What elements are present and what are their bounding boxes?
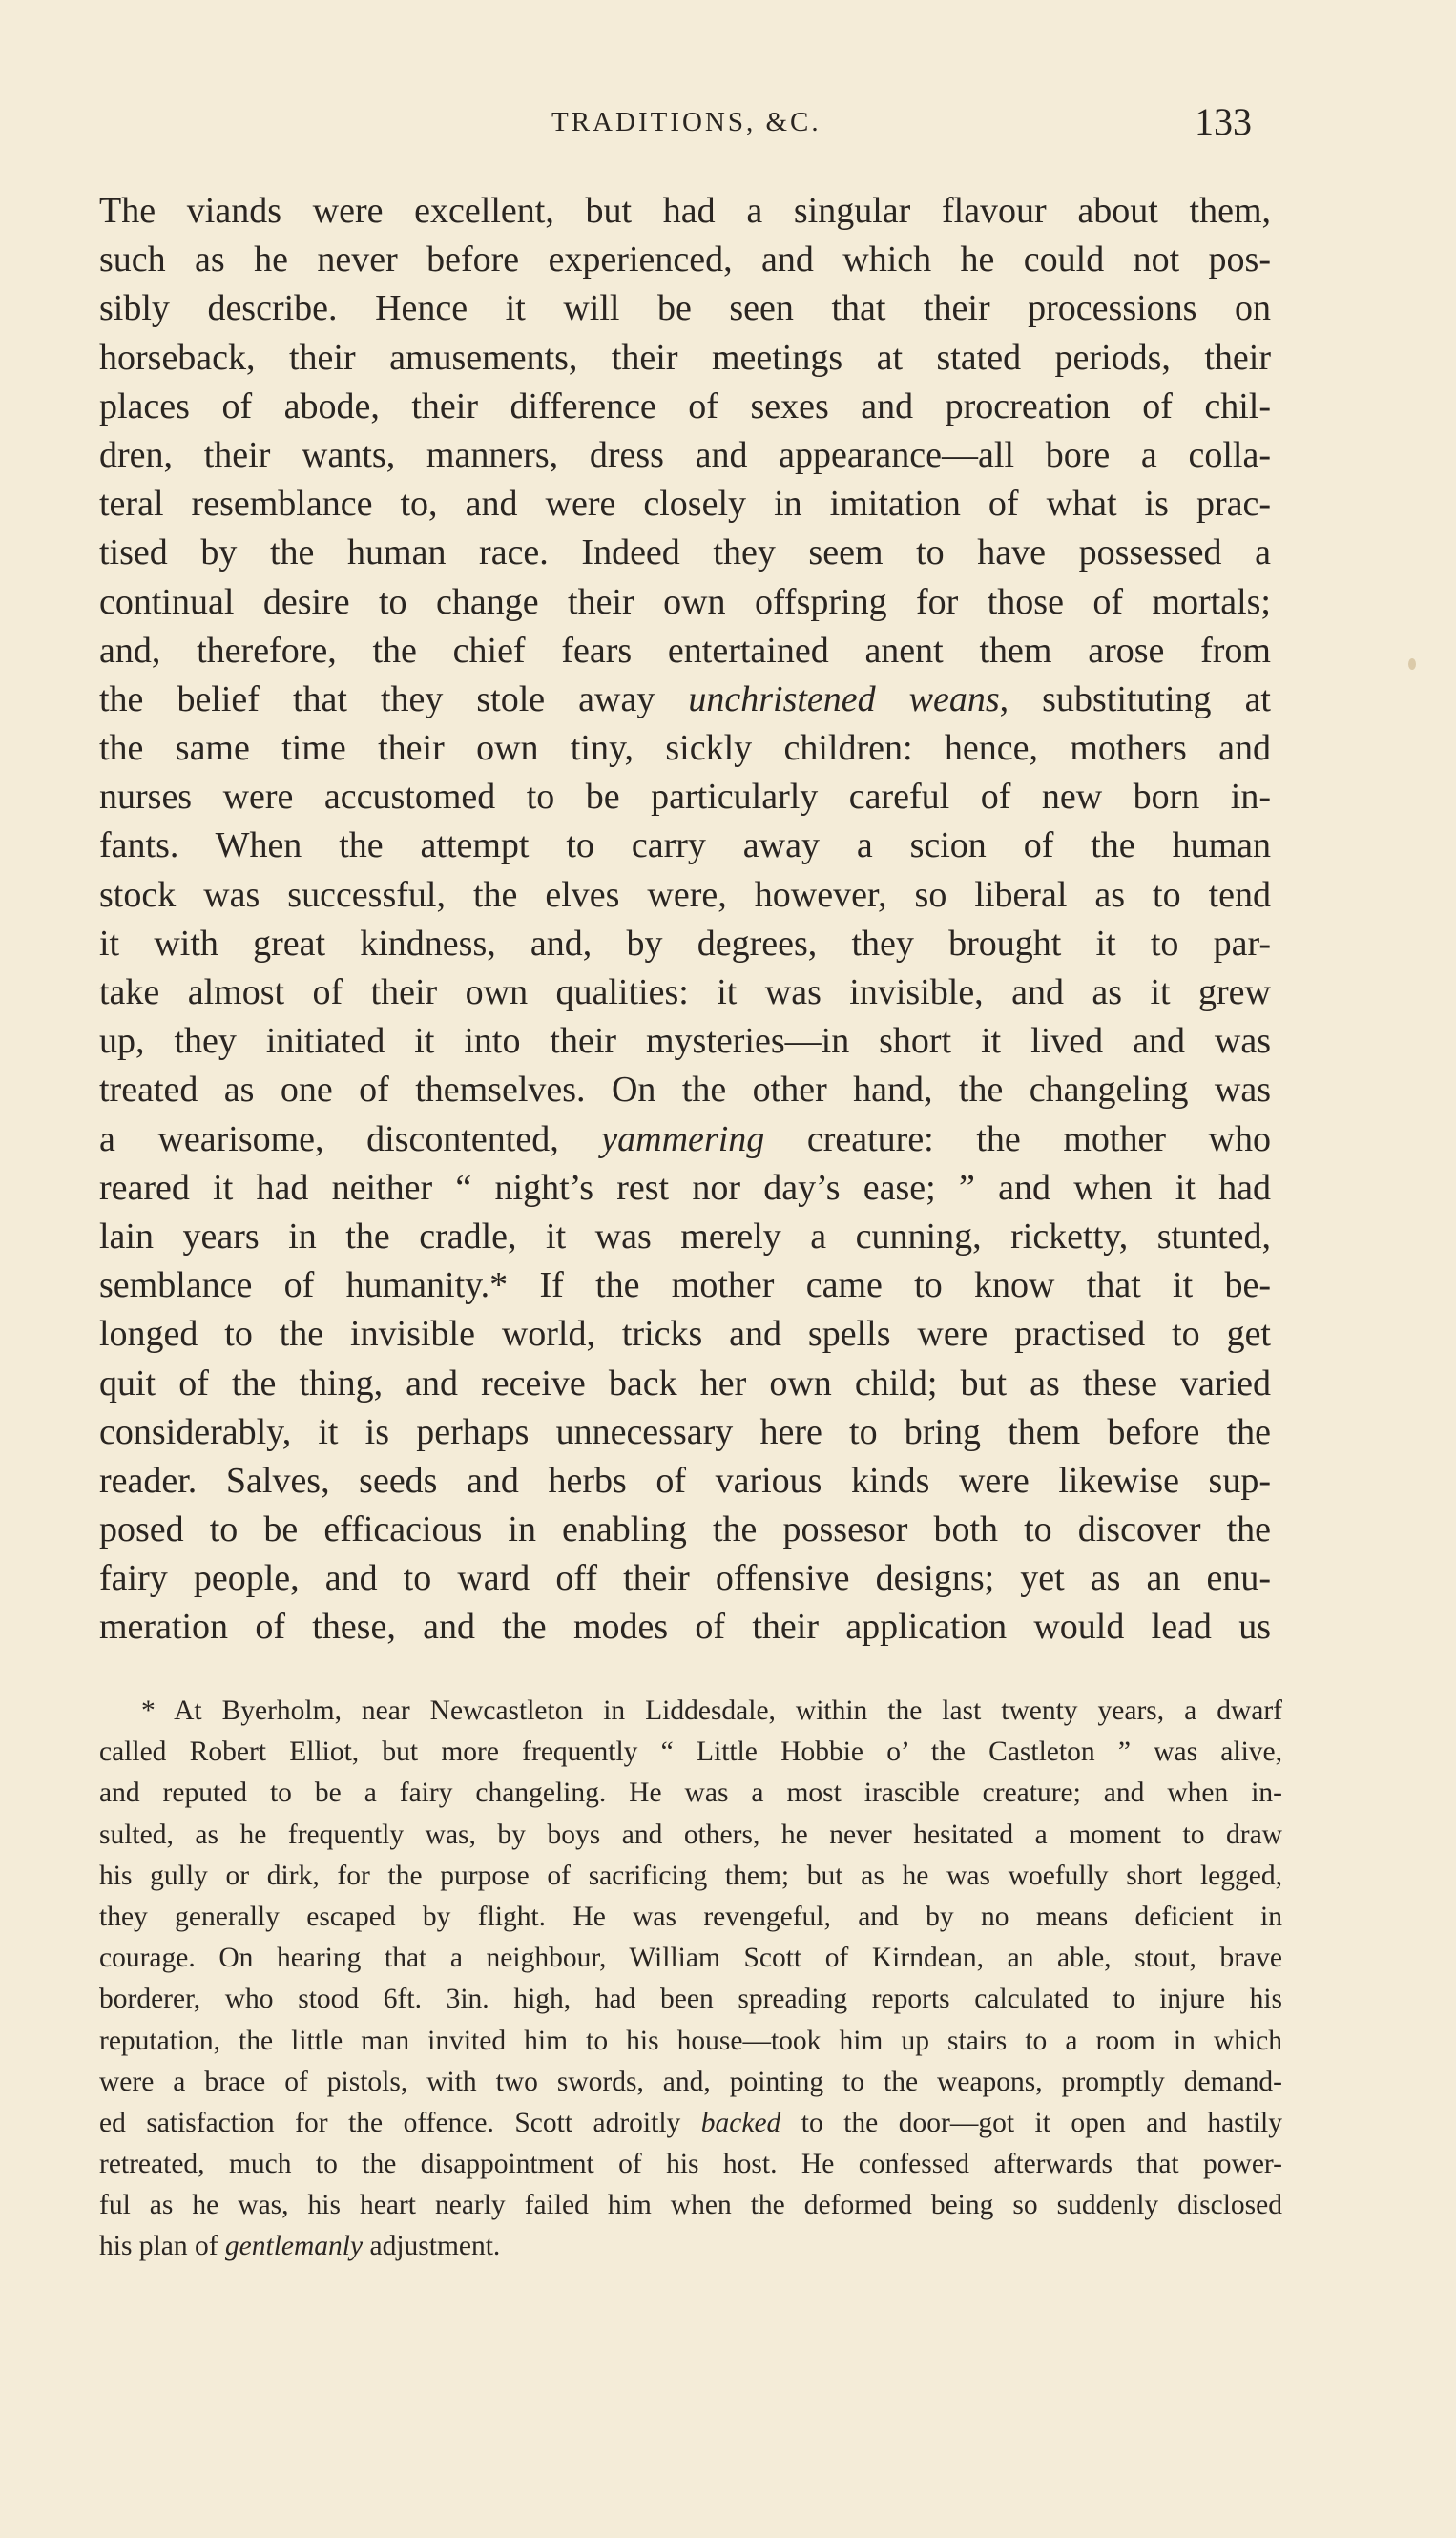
- line-text: sibly describe. Hence it will be seen that their processions on: [99, 288, 1271, 329]
- body-line: [99, 1017, 1271, 1066]
- line-text: teral resemblance to, and were closely in imitation of what is prac-: [99, 484, 1271, 525]
- body-line: [99, 1164, 1271, 1213]
- running-head: TRADITIONS, &C.: [551, 107, 822, 137]
- body-line: [99, 822, 1271, 870]
- line-text: fants. When the attempt to carry away a scion of the human: [99, 825, 1271, 866]
- line-text: dren, their wants, manners, dress and appearance—all bore a colla-: [99, 434, 1271, 475]
- line-text: were a brace of pistols, with two swords, and, pointing to the weapons, promptly demand-: [99, 2066, 1282, 2097]
- line-text: lain years in the cradle, it was merely a cunning, ricketty, stunted,: [99, 1216, 1271, 1257]
- line-text: treated as one of themselves. On the other hand, the changeling was: [99, 1070, 1271, 1111]
- body-line: [99, 627, 1271, 676]
- footnote-line: [99, 1897, 1282, 1938]
- footnote-line: [99, 2226, 1282, 2267]
- footnote: [99, 1691, 1282, 2268]
- line-text: reputation, the little man invited him to his house—took him up stairs to a room in which: [99, 2025, 1282, 2056]
- line-text: semblance of humanity.* If the mother came to know that it be-: [99, 1265, 1271, 1306]
- line-text: fairy people, and to ward off their offensive designs; yet as an enu-: [99, 1558, 1271, 1599]
- body-line: [99, 1115, 1271, 1164]
- line-text: horseback, their amusements, their meetings at stated periods, their: [99, 337, 1271, 378]
- footnote-line: [99, 1815, 1282, 1856]
- body-line: [99, 284, 1271, 333]
- line-text: sulted, as he frequently was, by boys and others, he never hesitated a moment to draw: [99, 1819, 1282, 1850]
- line-text: borderer, who stood 6ft. 3in. high, had been spreading reports calculated to injure his: [99, 1984, 1282, 2015]
- italic-text: gentlemanly: [224, 2231, 364, 2262]
- line-text: ed satisfaction for the offence. Scott adroitly: [99, 2107, 701, 2138]
- line-text: stock was successful, the elves were, however, so liberal as to tend: [99, 874, 1271, 915]
- line-text: courage. On hearing that a neighbour, William Scott of Kirndean, an able, stout, brave: [99, 1943, 1282, 1974]
- body-line: [99, 724, 1271, 773]
- line-text: , substituting at: [999, 678, 1271, 719]
- body-line: [99, 1554, 1271, 1603]
- page-number: 133: [1195, 100, 1252, 143]
- body-line: [99, 383, 1271, 431]
- footnote-line: [99, 1691, 1282, 1732]
- line-text: it with great kindness, and, by degrees, they brought it to par-: [99, 923, 1271, 964]
- line-text: the belief that they stole away: [99, 678, 689, 719]
- body-line: [99, 1360, 1271, 1408]
- line-text: posed to be efficacious in enabling the possesor both to discover the: [99, 1509, 1271, 1550]
- line-text: called Robert Elliot, but more frequently “ Little Hobbie o’ the Castleton ” was alive,: [99, 1737, 1282, 1768]
- italic-text: yammering: [601, 1118, 765, 1159]
- main-text: [99, 187, 1271, 1653]
- line-text: up, they initiated it into their mysteries—in short it lived and was: [99, 1021, 1271, 1062]
- body-line: [99, 1506, 1271, 1554]
- line-text: * At Byerholm, near Newcastleton in Liddesdale, within the last twenty years, a dwarf: [141, 1695, 1282, 1726]
- body-line: [99, 1066, 1271, 1114]
- line-text: nurses were accustomed to be particularly careful of new born in-: [99, 777, 1271, 818]
- footnote-line: [99, 1773, 1282, 1814]
- body-line: [99, 1213, 1271, 1261]
- line-text: The viands were excellent, but had a singular flavour about them,: [99, 191, 1271, 231]
- body-line: [99, 187, 1271, 236]
- footnote-line: [99, 2103, 1282, 2144]
- body-line: [99, 529, 1271, 577]
- body-line: [99, 1310, 1271, 1359]
- paper-stain: [1408, 658, 1416, 670]
- line-text: ful as he was, his heart nearly failed him when the deformed being so suddenly disclosed: [99, 2190, 1282, 2221]
- line-text: longed to the invisible world, tricks and spells were practised to get: [99, 1314, 1271, 1355]
- line-text: his gully or dirk, for the purpose of sacrificing them; but as he was woefully short legged,: [99, 1860, 1282, 1891]
- footnote-line: [99, 1979, 1282, 2020]
- footnote-line: [99, 2185, 1282, 2226]
- line-text: quit of the thing, and receive back her own child; but as these varied: [99, 1363, 1271, 1404]
- footnote-line: [99, 1732, 1282, 1773]
- body-line: [99, 871, 1271, 920]
- line-text: and reputed to be a fairy changeling. He was a most irascible creature; and when in-: [99, 1778, 1282, 1809]
- line-text: reared it had neither “ night’s rest nor day’s ease; ” and when it had: [99, 1167, 1271, 1208]
- line-text: and, therefore, the chief fears entertained anent them arose from: [99, 630, 1271, 671]
- line-text: meration of these, and the modes of their application would lead us: [99, 1607, 1271, 1648]
- body-line: [99, 578, 1271, 627]
- body-line: [99, 1408, 1271, 1457]
- italic-text: backed: [700, 2107, 781, 2138]
- line-text: the same time their own tiny, sickly children: hence, mothers and: [99, 728, 1271, 769]
- body-line: [99, 676, 1271, 724]
- line-text: creature: the mother who: [764, 1118, 1272, 1159]
- body-line: [99, 1603, 1271, 1652]
- line-text: such as he never before experienced, and which he could not pos-: [99, 239, 1271, 281]
- line-text: his plan of: [99, 2231, 225, 2262]
- footnote-line: [99, 2144, 1282, 2185]
- italic-text: unchristened weans: [688, 678, 1000, 719]
- footnote-line: [99, 2062, 1282, 2103]
- line-text: adjustment.: [363, 2231, 501, 2262]
- body-line: [99, 334, 1271, 383]
- body-line: [99, 920, 1271, 968]
- line-text: a wearisome, discontented,: [99, 1118, 602, 1159]
- body-line: [99, 431, 1271, 480]
- body-line: [99, 1457, 1271, 1506]
- body-line: [99, 773, 1271, 822]
- line-text: they generally escaped by flight. He was revengeful, and by no means deficient in: [99, 1901, 1282, 1932]
- line-text: continual desire to change their own offspring for those of mortals;: [99, 581, 1271, 622]
- body-line: [99, 236, 1271, 284]
- line-text: retreated, much to the disappointment of his host. He confessed afterwards that power-: [99, 2149, 1282, 2180]
- line-text: places of abode, their difference of sexes and procreation of chil-: [99, 385, 1271, 426]
- footnote-line: [99, 1856, 1282, 1897]
- footnote-line: [99, 1938, 1282, 1979]
- body-line: [99, 1261, 1271, 1310]
- line-text: tised by the human race. Indeed they seem to have possessed a: [99, 532, 1271, 573]
- line-text: to the door—got it open and hastily: [780, 2107, 1283, 2138]
- line-text: reader. Salves, seeds and herbs of various kinds were likewise sup-: [99, 1460, 1271, 1501]
- body-line: [99, 968, 1271, 1017]
- footnote-line: [99, 2021, 1282, 2062]
- line-text: take almost of their own qualities: it was invisible, and as it grew: [99, 972, 1271, 1012]
- body-line: [99, 480, 1271, 529]
- line-text: considerably, it is perhaps unnecessary here to bring them before the: [99, 1411, 1271, 1452]
